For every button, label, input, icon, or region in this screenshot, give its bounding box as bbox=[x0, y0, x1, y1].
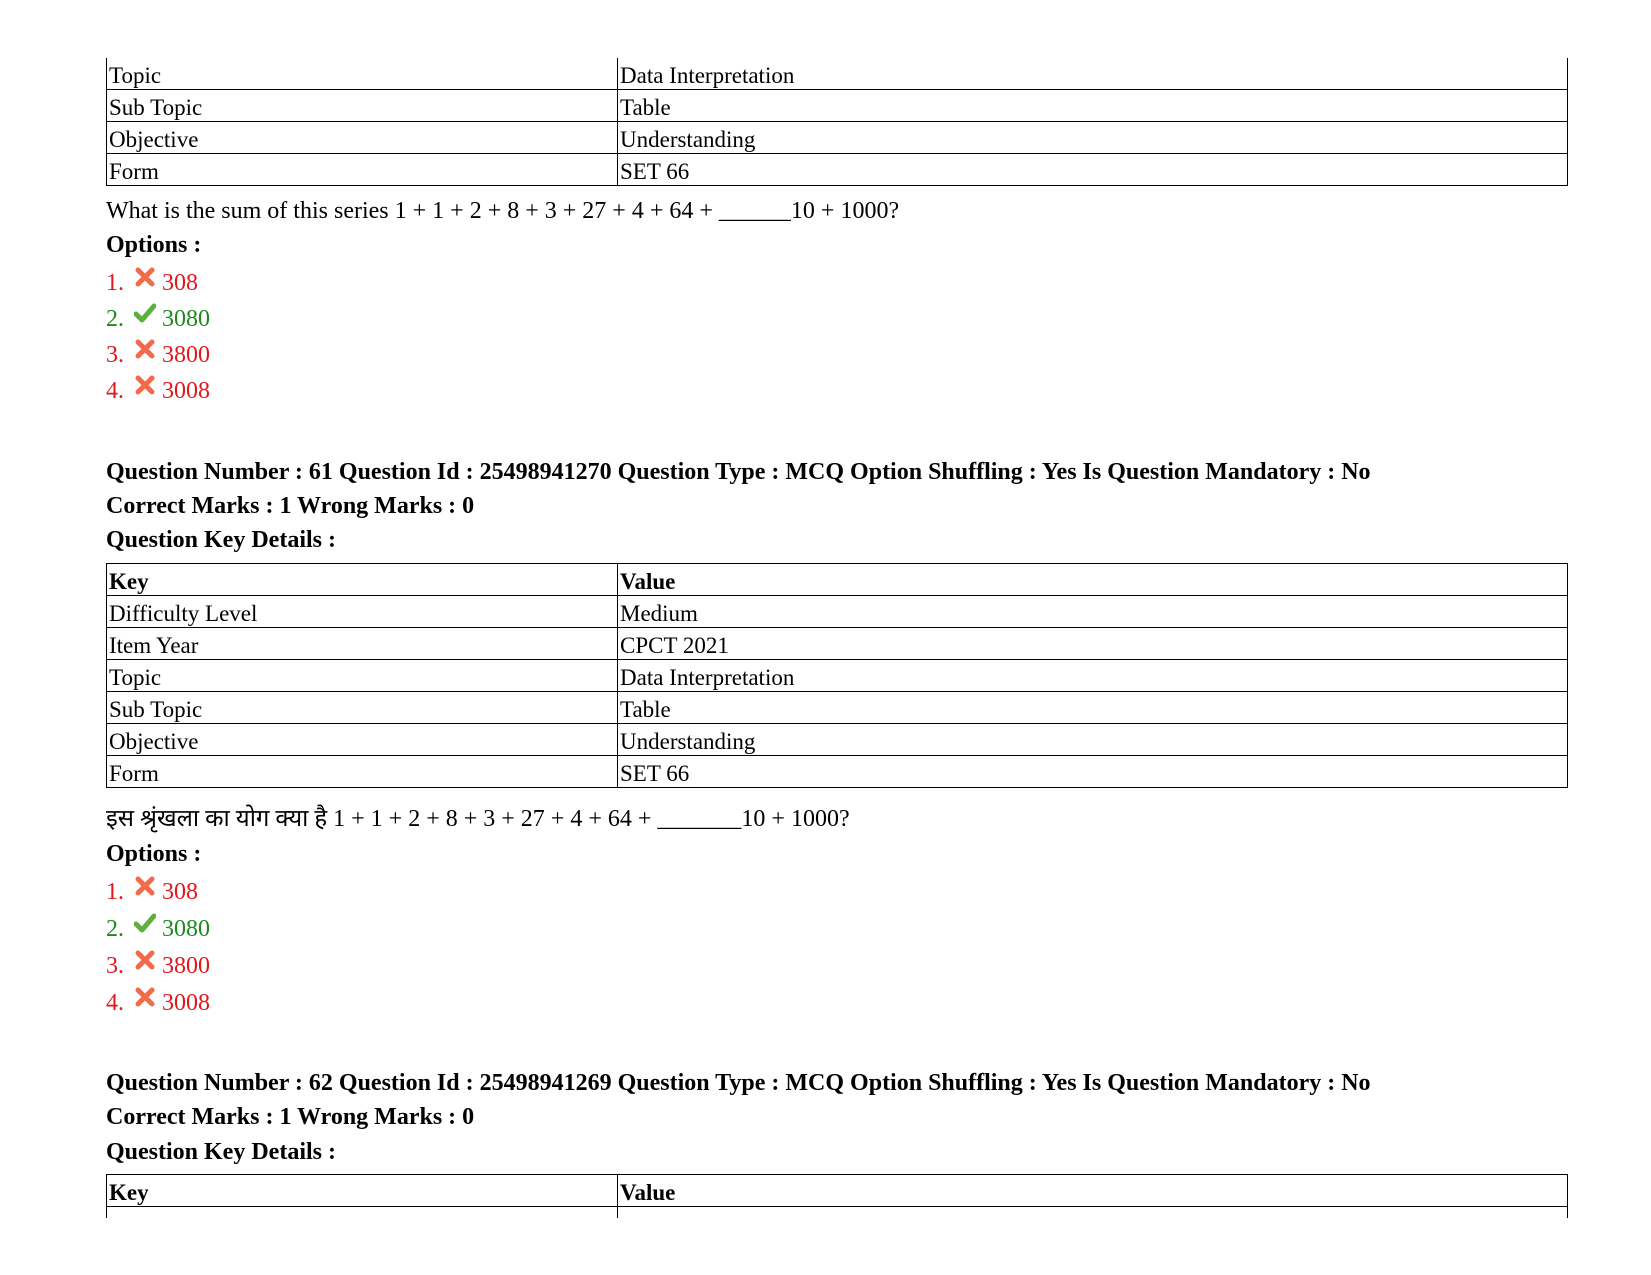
option-value: 3008 bbox=[162, 378, 210, 404]
key-cell: Objective bbox=[107, 122, 618, 154]
question-text: What is the sum of this series 1 + 1 + 2 + 8 + 3 + 27 + 4 + 64 + ______10 + 1000? bbox=[106, 198, 900, 224]
table-row bbox=[107, 660, 1568, 692]
option-value: 308 bbox=[162, 270, 198, 296]
key-cell: Form bbox=[107, 154, 618, 186]
options-label: Options : bbox=[106, 841, 202, 867]
option-2 bbox=[106, 302, 210, 334]
key-cell: Form bbox=[107, 756, 618, 788]
value-cell: SET 66 bbox=[618, 756, 1568, 788]
option-1 bbox=[106, 266, 198, 298]
option-4 bbox=[106, 374, 210, 406]
table-row bbox=[107, 596, 1568, 628]
option-number: 2. bbox=[106, 306, 124, 332]
cross-icon bbox=[134, 374, 156, 396]
option-value: 3800 bbox=[162, 342, 210, 368]
key-cell: Topic bbox=[107, 58, 618, 90]
option-value: 308 bbox=[162, 879, 198, 905]
key-header: Key bbox=[107, 564, 618, 596]
question-header: Question Number : 62 Question Id : 25498941269 Question Type : MCQ Option Shuffling : Yes Is Question Mandatory : No bbox=[106, 1070, 1371, 1096]
table-row bbox=[107, 692, 1568, 724]
key-details-label: Question Key Details : bbox=[106, 1139, 336, 1165]
value-cell: Table bbox=[618, 692, 1568, 724]
value-cell: Table bbox=[618, 90, 1568, 122]
option-number: 3. bbox=[106, 342, 124, 368]
table-row bbox=[107, 724, 1568, 756]
value-cell: Data Interpretation bbox=[618, 58, 1568, 90]
question-text: इस श्रृंखला का योग क्या है 1 + 1 + 2 + 8 + 3 + 27 + 4 + 64 + _______10 + 1000? bbox=[106, 806, 850, 832]
table-row bbox=[107, 154, 1568, 186]
option-number: 4. bbox=[106, 990, 124, 1016]
cross-icon bbox=[134, 338, 156, 360]
value-header: Value bbox=[618, 1175, 1568, 1207]
value-cell: Data Interpretation bbox=[618, 660, 1568, 692]
question-header: Question Number : 61 Question Id : 25498941270 Question Type : MCQ Option Shuffling : Yes Is Question Mandatory : No bbox=[106, 459, 1371, 485]
key-details-table-q62 bbox=[106, 1174, 1568, 1218]
cross-icon bbox=[134, 949, 156, 971]
cross-icon bbox=[134, 875, 156, 897]
option-4 bbox=[106, 986, 210, 1018]
value-cell: Understanding bbox=[618, 122, 1568, 154]
value-cell: SET 66 bbox=[618, 154, 1568, 186]
option-number: 1. bbox=[106, 270, 124, 296]
option-1 bbox=[106, 875, 198, 907]
key-details-table-q60 bbox=[106, 58, 1568, 186]
cross-icon bbox=[134, 266, 156, 288]
table-header-row bbox=[107, 1175, 1568, 1207]
option-number: 1. bbox=[106, 879, 124, 905]
option-value: 3080 bbox=[162, 916, 210, 942]
check-icon bbox=[134, 302, 156, 324]
table-row bbox=[107, 90, 1568, 122]
table-row bbox=[107, 756, 1568, 788]
options-label: Options : bbox=[106, 232, 202, 258]
key-cell bbox=[107, 1207, 618, 1219]
marks-line: Correct Marks : 1 Wrong Marks : 0 bbox=[106, 493, 475, 519]
key-header: Key bbox=[107, 1175, 618, 1207]
option-number: 4. bbox=[106, 378, 124, 404]
option-number: 3. bbox=[106, 953, 124, 979]
option-value: 3800 bbox=[162, 953, 210, 979]
option-number: 2. bbox=[106, 916, 124, 942]
key-cell: Sub Topic bbox=[107, 90, 618, 122]
option-value: 3008 bbox=[162, 990, 210, 1016]
key-cell: Objective bbox=[107, 724, 618, 756]
key-cell: Sub Topic bbox=[107, 692, 618, 724]
value-header: Value bbox=[618, 564, 1568, 596]
table-row bbox=[107, 1207, 1568, 1219]
key-cell: Topic bbox=[107, 660, 618, 692]
option-value: 3080 bbox=[162, 306, 210, 332]
table-row bbox=[107, 122, 1568, 154]
option-2 bbox=[106, 912, 210, 944]
option-3 bbox=[106, 949, 210, 981]
key-cell: Difficulty Level bbox=[107, 596, 618, 628]
table-row bbox=[107, 628, 1568, 660]
option-3 bbox=[106, 338, 210, 370]
value-cell: Understanding bbox=[618, 724, 1568, 756]
key-cell: Item Year bbox=[107, 628, 618, 660]
table-row bbox=[107, 58, 1568, 90]
value-cell: CPCT 2021 bbox=[618, 628, 1568, 660]
check-icon bbox=[134, 912, 156, 934]
table-header-row bbox=[107, 564, 1568, 596]
value-cell bbox=[618, 1207, 1568, 1219]
marks-line: Correct Marks : 1 Wrong Marks : 0 bbox=[106, 1104, 475, 1130]
key-details-table-q61 bbox=[106, 563, 1568, 788]
cross-icon bbox=[134, 986, 156, 1008]
key-details-label: Question Key Details : bbox=[106, 527, 336, 553]
value-cell: Medium bbox=[618, 596, 1568, 628]
